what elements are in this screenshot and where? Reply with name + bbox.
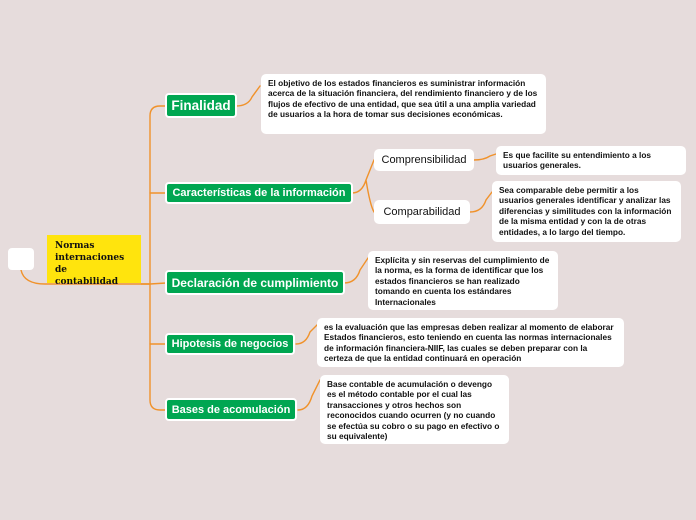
- connector-bases-desc: [298, 380, 320, 410]
- connector-trunk: [150, 106, 166, 410]
- comparabilidad-description-text: Sea comparable debe permitir a los usuarios generales identificar y analizar las diferencias y similitudes con la información de la misma entidad y con la de otras entidades, a lo largo del tiempo.: [499, 185, 672, 237]
- central-topic[interactable]: [47, 235, 141, 287]
- branch-caracteristicas[interactable]: [165, 182, 353, 204]
- comparabilidad-description[interactable]: [492, 181, 681, 242]
- connector-declaracion-desc: [344, 258, 368, 283]
- declaracion-description[interactable]: [368, 251, 558, 310]
- finalidad-description-text: El objetivo de los estados financieros es suministrar información acerca de la situación financiera, del rendimiento financiero y de los flujos de efectivo de una entidad, que sea útil a una amplia variedad de usuarios a la hora de tomar sus decisiones económicas.: [268, 78, 538, 120]
- finalidad-description[interactable]: [261, 74, 546, 134]
- hipotesis-description[interactable]: [317, 318, 624, 367]
- connector-comprensibilidad-desc: [474, 154, 496, 160]
- child-comprensibilidad[interactable]: [374, 149, 474, 171]
- comprensibilidad-description[interactable]: [496, 146, 686, 175]
- connector-comparabilidad-desc: [470, 192, 492, 212]
- connector-to-declaracion: [150, 283, 166, 284]
- hipotesis-description-text: es la evaluación que las empresas deben realizar al momento de elaborar Estados financieros, esto teniendo en cuenta las normas internacionales de información financiera-NIIF, las cuales se deben preparar con la certeza de que la entidad continuará en operación: [324, 322, 614, 364]
- bases-description-text: Base contable de acumulación o devengo es el método contable por el cual las transacciones y otros hechos son reconocidos cuando ocurren (y no cuando se efectúa su cobro o su pago en efectivo o su equivalente): [327, 379, 500, 442]
- branch-caracteristicas-label: Características de la información: [172, 187, 346, 199]
- branch-finalidad-label: Finalidad: [171, 98, 231, 113]
- child-comprensibilidad-label: Comprensibilidad: [381, 154, 467, 166]
- child-comparabilidad-label: Comparabilidad: [383, 206, 461, 218]
- root-node[interactable]: [8, 248, 34, 270]
- branch-declaracion-label: Declaración de cumplimiento: [171, 275, 339, 290]
- branch-finalidad[interactable]: [165, 93, 237, 118]
- branch-bases-label: Bases de acomulación: [171, 403, 291, 416]
- connector-caracteristicas-children: [352, 160, 374, 212]
- comprensibilidad-description-text: Es que facilite su entendimiento a los usuarios generales.: [503, 150, 651, 171]
- connector-finalidad-desc: [236, 86, 260, 106]
- branch-hipotesis[interactable]: [165, 333, 295, 355]
- declaracion-description-text: Explícita y sin reservas del cumplimiento de la norma, es la forma de identificar que los estados financieros se han realizado tomando en cuenta los estándares Internacionales: [375, 255, 550, 307]
- bases-description[interactable]: [320, 375, 509, 444]
- child-comparabilidad[interactable]: [374, 200, 470, 224]
- branch-hipotesis-label: Hipotesis de negocios: [171, 338, 289, 350]
- connector-hipotesis-desc: [296, 324, 318, 344]
- branch-declaracion[interactable]: [165, 270, 345, 295]
- branch-bases[interactable]: [165, 398, 297, 421]
- central-topic-label: Normas internaciones de contabilidad: [55, 241, 125, 287]
